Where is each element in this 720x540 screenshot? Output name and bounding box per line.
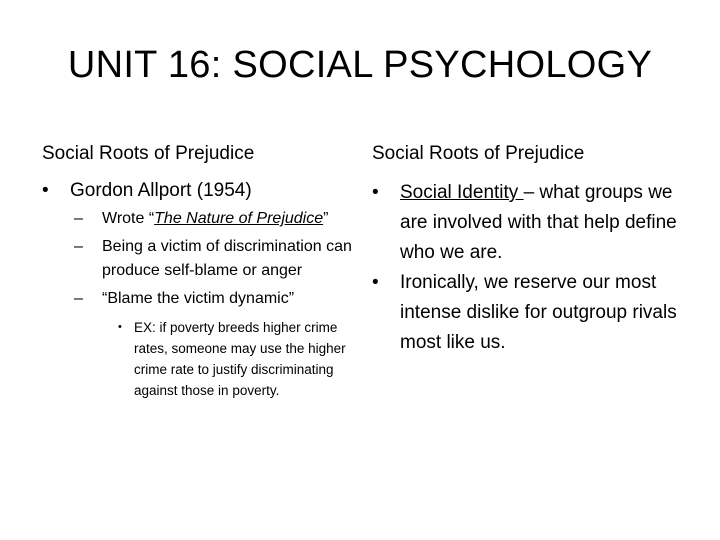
social-identity-term: Social Identity: [400, 182, 524, 203]
sub-bullet-wrote-prefix: Wrote “: [102, 210, 155, 227]
bullet-allport-text: Gordon Allport (1954): [70, 180, 252, 201]
bullet-marker: •: [372, 272, 379, 293]
example-bullet: [42, 317, 352, 401]
bullet-social-identity: [372, 178, 702, 268]
bullet-allport: [42, 178, 352, 203]
sub-bullet-victim-text: Being a victim of discrimination can produce self-blame or anger: [102, 238, 352, 279]
dash-marker: –: [74, 210, 83, 227]
left-column: [42, 140, 352, 401]
dash-marker: –: [74, 290, 83, 307]
bullet-marker: •: [42, 180, 49, 201]
book-title: The Nature of Prejudice: [154, 210, 324, 227]
bullet-ironically: [372, 268, 702, 358]
right-column: [372, 140, 702, 358]
sub-bullet-blame-text: “Blame the victim dynamic”: [102, 290, 295, 307]
sub-bullet-blame: [42, 287, 352, 311]
social-identity-definition: – what groups we are involved with that help define who we are.: [400, 182, 677, 263]
example-bullet-text: EX: if poverty breeds higher crime rates, someone may use the higher crime rate to justify discriminating against those in poverty.: [134, 320, 346, 398]
slide-title: UNIT 16: SOCIAL PSYCHOLOGY: [67, 44, 653, 86]
sub-bullet-wrote-suffix: ”: [323, 210, 329, 227]
sub-bullet-wrote: [42, 207, 352, 231]
right-heading: Social Roots of Prejudice: [372, 143, 585, 164]
left-bullet-list: [42, 178, 352, 401]
bullet-marker: •: [372, 182, 379, 203]
dash-marker: –: [74, 238, 83, 255]
bullet-marker: •: [118, 321, 122, 333]
left-heading: Social Roots of Prejudice: [42, 143, 255, 164]
bullet-ironically-text: Ironically, we reserve our most intense dislike for outgroup rivals most like us.: [400, 272, 677, 353]
sub-bullet-victim: [42, 235, 352, 283]
right-bullet-list: [372, 178, 702, 358]
